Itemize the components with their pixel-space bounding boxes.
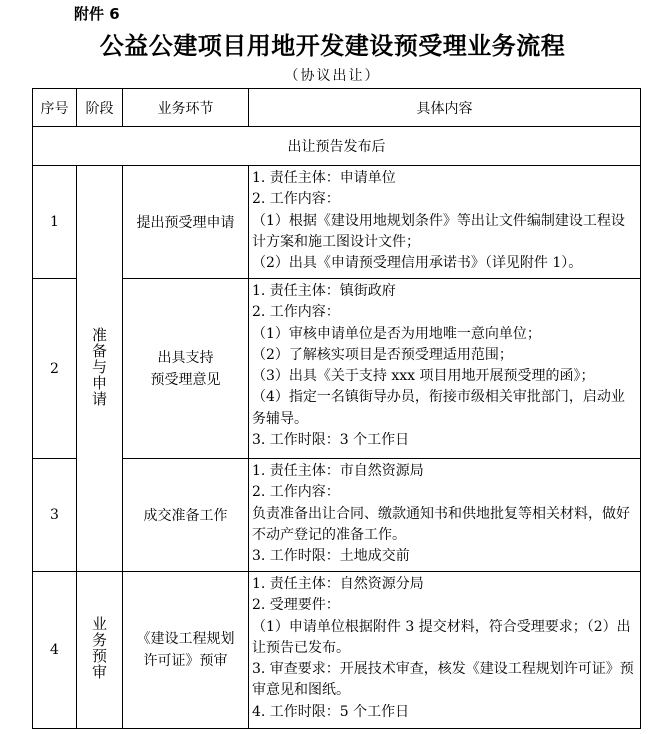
header-stage: 阶段 [77,89,123,127]
content-line: 3. 工作时限：土地成交前 [252,548,410,565]
stage-cell [77,166,123,572]
content-line: （4）指定一名镇街导办员，衔接市级相关审批部门，启动业务辅导。 [252,389,625,427]
content-line: （1）申请单位根据附件 3 提交材料，符合受理要求；（2）出让预告已发布。 [252,618,631,656]
step-cell: 成交准备工作 [123,459,249,572]
content-line: 2. 工作内容： [252,304,340,321]
step-line: 出具支持 [157,349,214,366]
content-line: （2）了解核实项目是否预受理适用范围； [252,346,513,363]
content-line: （1）审核申请单位是否为用地唯一意向单位； [252,325,541,342]
content-cell [249,279,641,459]
attachment-label: 附件 6 [74,5,120,23]
header-step: 业务环节 [123,89,249,127]
step-cell [123,279,249,459]
content-line: （3）出具《关于支持 xxx 项目用地开展预受理的函》； [252,368,595,385]
header-no: 序号 [33,89,77,127]
row-number: 3 [33,459,77,572]
content-line: 负责准备出让合同、缴款通知书和供地批复等相关材料，做好不动产登记的准备工作。 [252,505,630,543]
content-cell [249,166,641,279]
row-number: 4 [33,572,77,729]
table-header-row [33,89,641,127]
process-table [32,88,641,729]
content-line: 3. 工作时限：3 个工作日 [252,432,410,449]
content-line: （2）出具《申请预受理信用承诺书》（详见附件 1）。 [252,255,583,272]
content-line: 2. 工作内容： [252,484,340,501]
row-number: 2 [33,279,77,459]
content-line: 3. 审查要求：开展技术审查，核发《建设工程规划许可证》预审意见和图纸。 [252,661,634,699]
step-cell: 提出预受理申请 [123,166,249,279]
stage-label: 准备与申请 [90,326,108,407]
content-line: 2. 受理要件： [252,597,340,614]
content-line: 1. 责任主体：申请单位 [252,170,396,186]
step-cell [123,572,249,729]
content-line: （1）根据《建设用地规划条件》等出让文件编制建设工程设计方案和施工图设计文件； [252,212,625,250]
stage-label: 业务预审 [90,616,108,680]
content-line: 2. 工作内容： [252,191,340,208]
row-number: 1 [33,166,77,279]
document-subtitle: （协议出让） [284,68,381,84]
table-row [33,572,641,729]
document-title: 公益公建项目用地开发建设预受理业务流程 [99,32,566,60]
content-line: 1. 责任主体：市自然资源局 [252,463,424,479]
content-line: 1. 责任主体：镇街政府 [252,283,396,299]
header-content: 具体内容 [249,89,641,127]
content-cell [249,459,641,572]
content-line: 4. 工作时限：5 个工作日 [252,703,410,720]
step-line: 《建设工程规划 [136,631,235,647]
banner-cell: 出让预告发布后 [33,127,641,166]
step-line: 许可证》预审 [143,653,228,669]
table-row [33,279,641,459]
stage-cell [77,572,123,729]
content-cell [249,572,641,729]
banner-row [33,127,641,166]
step-line: 预受理意见 [150,371,221,388]
table-row [33,459,641,572]
content-line: 1. 责任主体：自然资源分局 [252,576,424,592]
table-row [33,166,641,279]
